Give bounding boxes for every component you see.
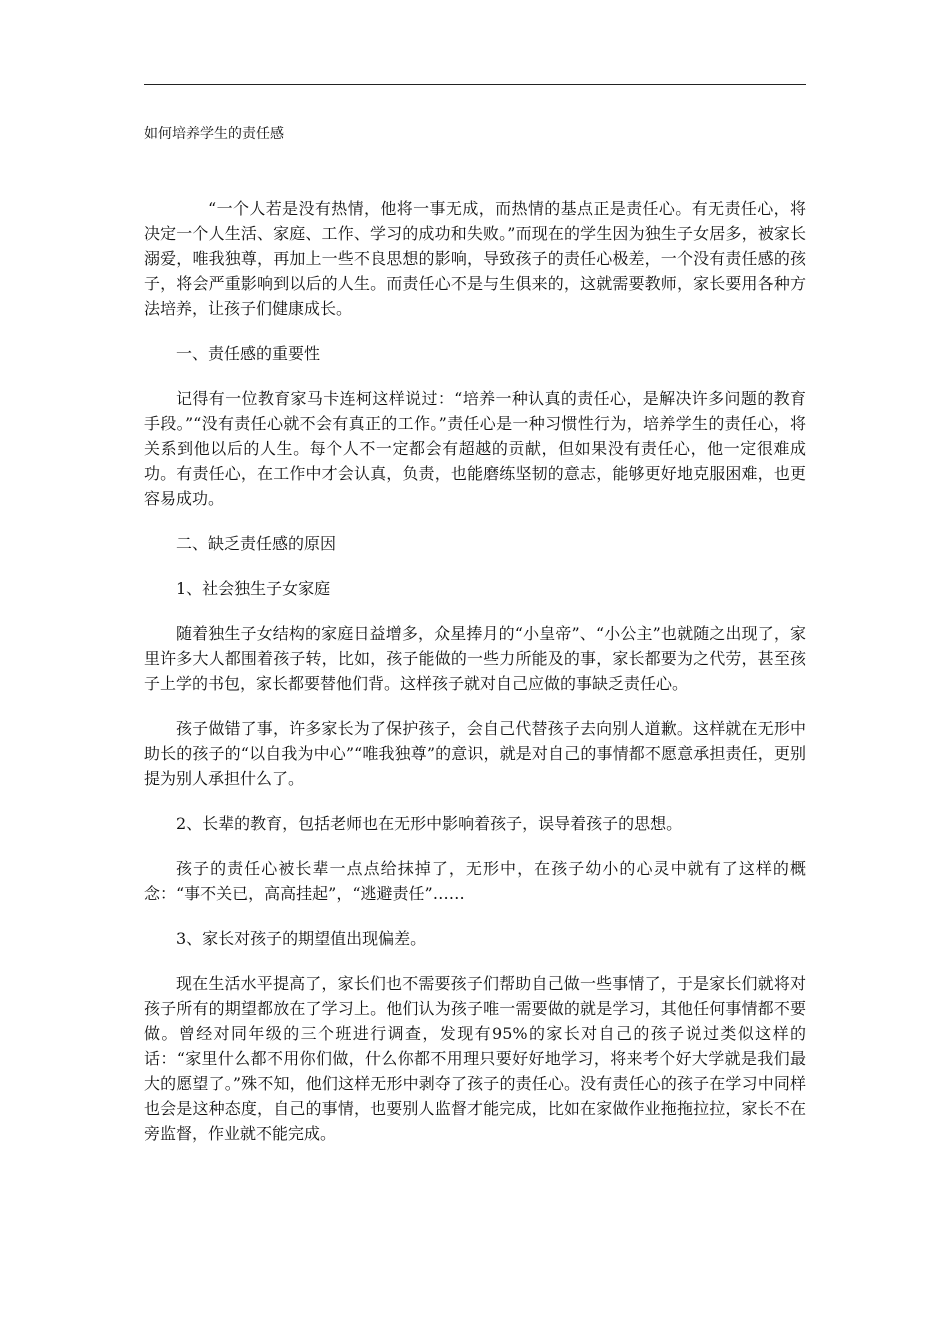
- subheading-elders-education: 2、长辈的教育，包括老师也在无形中影响着孩子，误导着孩子的思想。: [176, 814, 683, 833]
- importance-paragraph: 记得有一位教育家马卡连柯这样说过：“培养一种认真的责任心，是解决许多问题的教育手段。”“没有责任心就不会有真正的工作。”责任心是一种习惯性行为，培养学生的责任心，将关系到他以后的人生。每个人不一定都会有超越的贡献，但如果没有责任心，他一定很难成功。有责任心，在工作中才会认真，负责，也能磨练坚韧的意志，能够更好地克服困难，也更容易成功。: [144, 389, 806, 508]
- subheading-only-child: 1、社会独生子女家庭: [176, 579, 331, 598]
- section-heading-importance: 一、责任感的重要性: [176, 344, 321, 363]
- parent-expectations-paragraph: 现在生活水平提高了，家长们也不需要孩子们帮助自己做一些事情了，于是家长们就将对孩子所有的期望都放在了学习上。他们认为孩子唯一需要做的就是学习，其他任何事情都不要做。曾经对同年级的三个班进行调查，发现有95%的家长对自己的孩子说过类似这样的话：“家里什么都不用你们做，什么你都不用理只要好好地学习，将来考个好大学就是我们最大的愿望了。”殊不知，他们这样无形中剥夺了孩子的责任心。没有责任心的孩子在学习中同样也会是这种态度，自己的事情，也要别人监督才能完成，比如在家做作业拖拖拉拉，家长不在旁监督，作业就不能完成。: [144, 974, 806, 1143]
- section-heading-causes: 二、缺乏责任感的原因: [176, 534, 337, 553]
- elders-education-paragraph: 孩子的责任心被长辈一点点给抹掉了，无形中，在孩子幼小的心灵中就有了这样的概念：“事不关已，高高挂起”，“逃避责任”……: [144, 859, 806, 903]
- document-body: [144, 196, 806, 1146]
- only-child-paragraph-2: 孩子做错了事，许多家长为了保护孩子，会自己代替孩子去向别人道歉。这样就在无形中助长的孩子的“以自我为中心”“唯我独尊”的意识，就是对自己的事情都不愿意承担责任，更别提为别人承担什么了。: [144, 719, 806, 788]
- only-child-paragraph-1: 随着独生子女结构的家庭日益增多，众星捧月的“小皇帝”、“小公主”也就随之出现了，家里许多大人都围着孩子转，比如，孩子能做的一些力所能及的事，家长都要为之代劳，甚至孩子上学的书包，家长都要替他们背。这样孩子就对自己应做的事缺乏责任心。: [144, 624, 806, 693]
- intro-paragraph: “一个人若是没有热情，他将一事无成，而热情的基点正是责任心。有无责任心，将决定一个人生活、家庭、工作、学习的成功和失败。”而现在的学生因为独生子女居多，被家长溺爱，唯我独尊，再加上一些不良思想的影响，导致孩子的责任心极差，一个没有责任感的孩子，将会严重影响到以后的人生。而责任心不是与生俱来的，这就需要教师，家长要用各种方法培养，让孩子们健康成长。: [144, 199, 806, 318]
- header-rule: [144, 84, 806, 85]
- document-title: 如何培养学生的责任感: [144, 126, 284, 142]
- subheading-parent-expectations: 3、家长对孩子的期望值出现偏差。: [176, 929, 427, 948]
